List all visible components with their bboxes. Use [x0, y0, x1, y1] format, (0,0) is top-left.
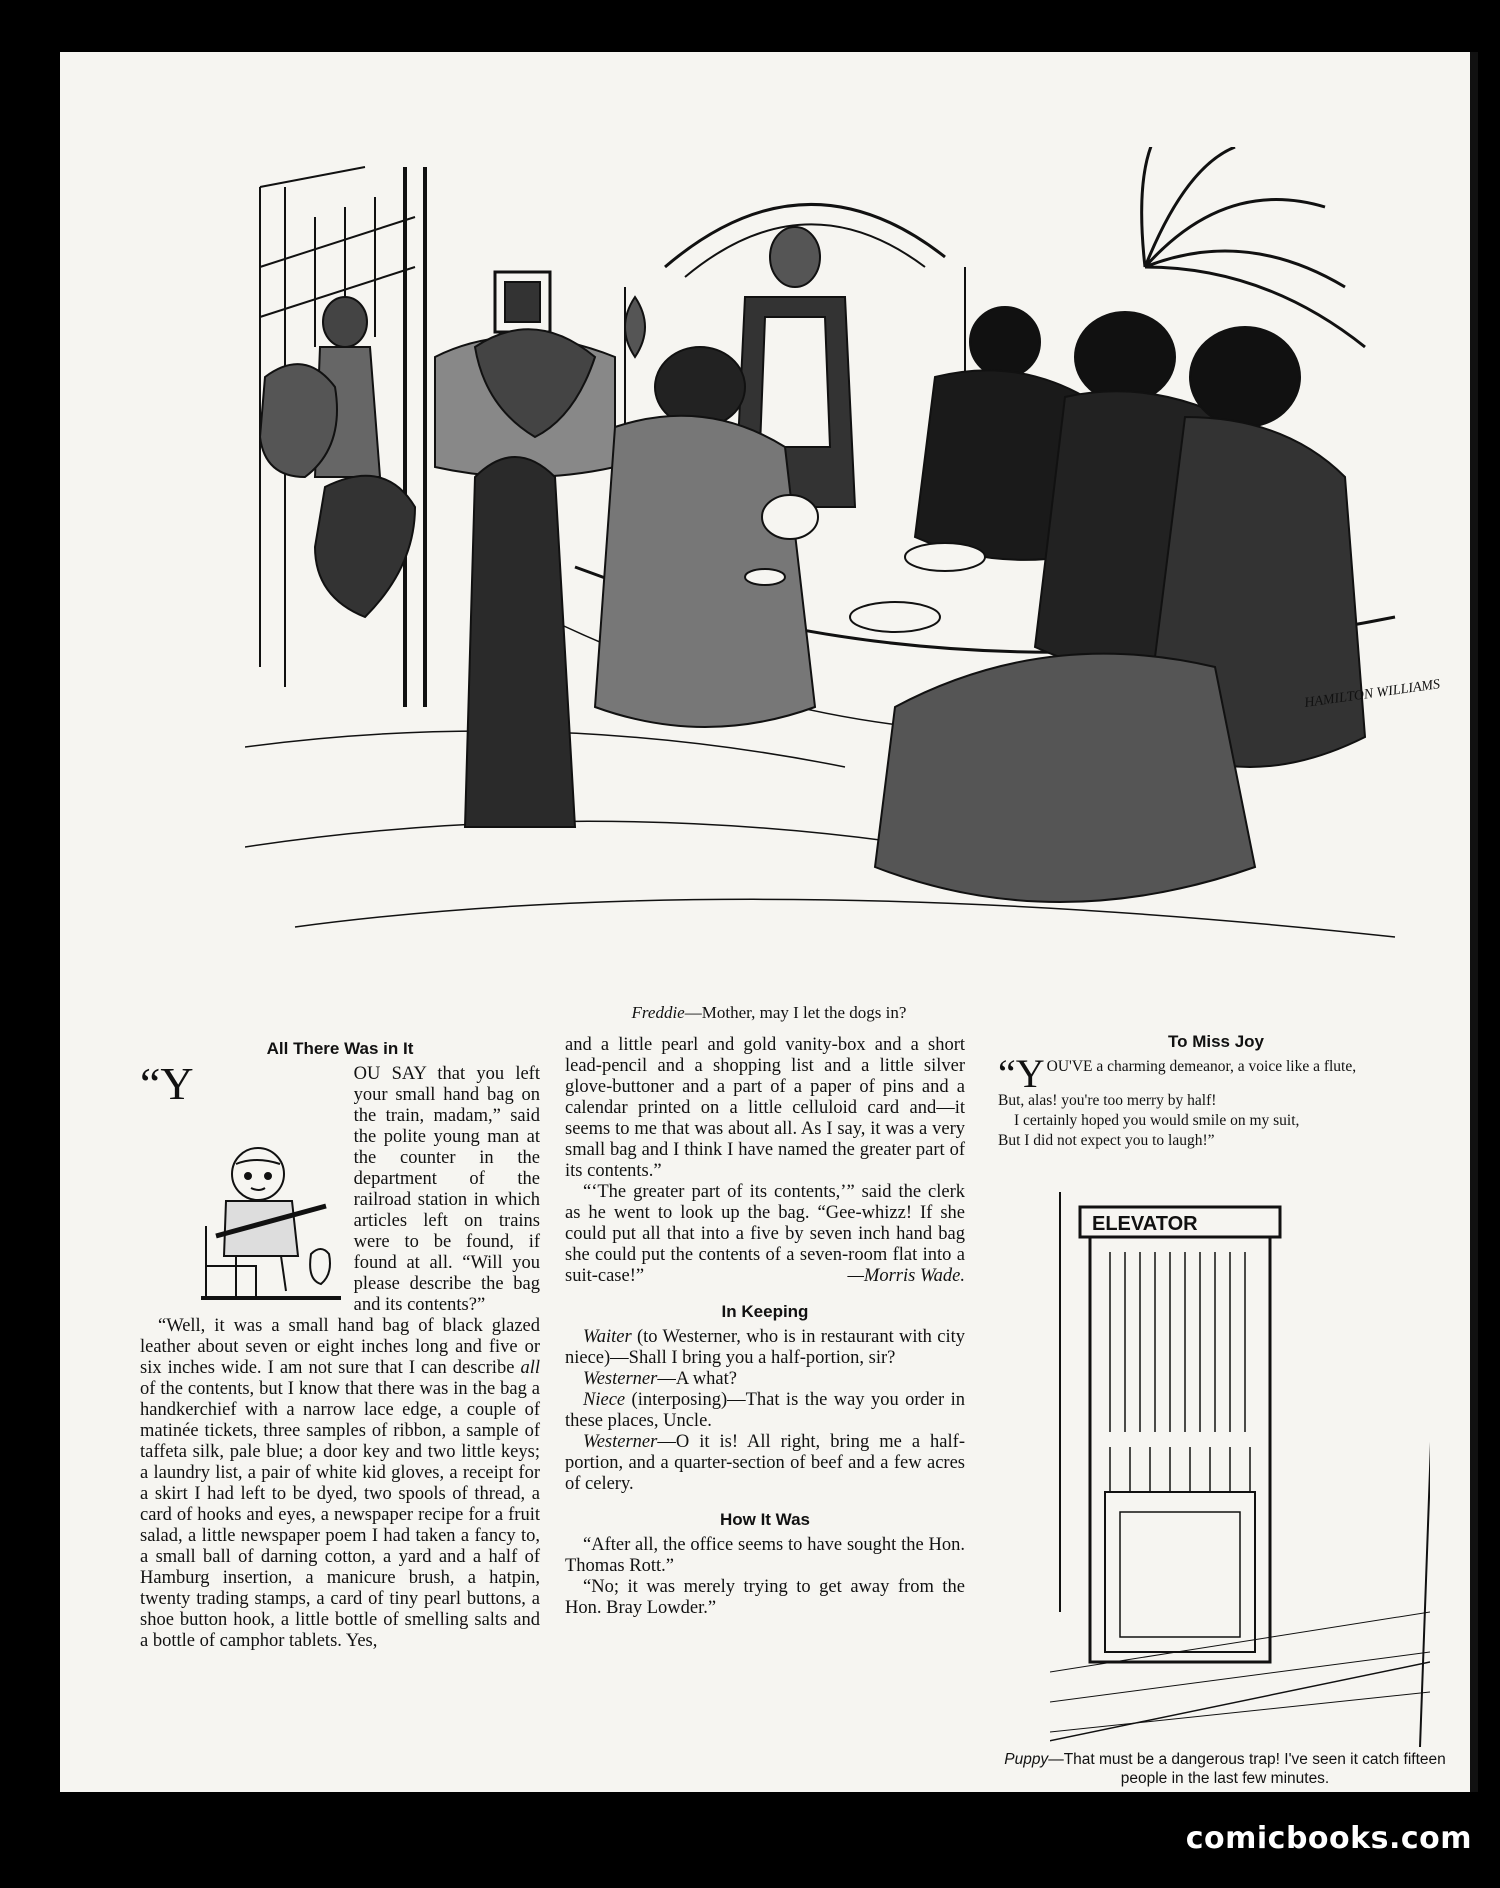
- poem-line-4: But I did not expect you to laugh!”: [998, 1132, 1215, 1149]
- story3-paragraph-2: “No; it was merely trying to get away from the Hon. Bray Lowder.”: [565, 1577, 965, 1618]
- poem-line-1: [998, 1051, 1434, 1096]
- story1-cont-paragraph-1: and a little pearl and gold vanity-box and a short lead-pencil and a shopping list and a little silver glove-buttoner and a part of a paper of pins and a calendar printed on a little celluloid card and—it seems to me that was about all. As I say, it was a very small bag and I think I have named the greater part of its contents.”: [565, 1035, 965, 1181]
- story2-l2-text: —A what?: [657, 1369, 737, 1389]
- main-caption-speaker: Freddie: [631, 1003, 685, 1022]
- story1-paragraph-1: [140, 1058, 540, 1316]
- column-2: [565, 1035, 965, 1619]
- poem-line-1-text: OU'VE a charming demeanor, a voice like a flute,: [1046, 1058, 1357, 1075]
- story3-title: How It Was: [719, 1510, 811, 1529]
- column-1: [140, 1038, 540, 1652]
- elevator-caption-text: —That must be a dangerous trap! I've seen it catch fifteen people in the last few minutes.: [1048, 1751, 1446, 1787]
- story1-p2-part-b: of the contents, but I know that there was in the bag a handkerchief with a narrow lace edge, a couple of matinée tickets, three samples of ribbon, a sample of taffeta silk, pale blue; a door key and two little keys; a laundry list, a pair of white kid gloves, a receipt for a skirt I had left to be dyed, two spools of thread, a card of hooks and eyes, a newspaper recipe for a fruit salad, a little newspaper poem I had taken a fancy to, a small ball of darning cotton, a yard and a half of Hamburg insertion, a manicure brush, a hatpin, twenty trading stamps, a card of tiny pearl buttons, a shoe button hook, a little bottle of smelling salts and a bottle of camphor tablets. Yes,: [140, 1379, 540, 1651]
- story2-l4-text: —O it is! All right, bring me a half-portion, and a quarter-section of beef and a few acres of celery.: [565, 1432, 965, 1494]
- story2-l1-text: (to Westerner, who is in restaurant with city niece)—Shall I bring you a half-portion, sir?: [565, 1327, 965, 1368]
- story2-l2-speaker: Westerner: [583, 1369, 658, 1389]
- main-caption-text: —Mother, may I let the dogs in?: [684, 1003, 907, 1022]
- story2-l3-speaker: Niece: [583, 1390, 626, 1410]
- story1-byline-text: —Morris Wade.: [847, 1266, 965, 1286]
- story1-p1-text: OU SAY that you left your small hand bag on the train, madam,” said the polite young man at the counter in the department of the railroad station in which articles left on trains were to be found, if found at all. “Will you please describe the bag and its contents?”: [353, 1064, 540, 1315]
- story2-l4-speaker: Westerner: [583, 1432, 658, 1452]
- story1-paragraph-2: [140, 1316, 540, 1652]
- story1-dropcap: “Y: [140, 1058, 194, 1109]
- story2-title: In Keeping: [721, 1302, 809, 1321]
- story2-line-3: [565, 1390, 965, 1432]
- story1-p2-emphasis: all: [520, 1358, 540, 1378]
- poem-line-2: But, alas! you're too merry by half!: [998, 1092, 1217, 1109]
- story2-l1-speaker: Waiter: [583, 1327, 632, 1347]
- story2-line-1: [565, 1327, 965, 1369]
- poem-title: To Miss Joy: [1167, 1032, 1265, 1051]
- magazine-page: [60, 52, 1478, 1792]
- main-caption: [60, 1003, 1478, 1023]
- story1-title: All There Was in It: [266, 1039, 414, 1058]
- elevator-sign: ELEVATOR: [1092, 1213, 1198, 1235]
- elevator-caption-speaker: Puppy: [1004, 1751, 1049, 1768]
- story1-cont-paragraph-2: “‘The greater part of its contents,’” said the clerk as he went to look up the bag. “Gee-whizz! If she could put all that into a five by seven inch hand bag she could put the contents of a seven-room flat into a suit-case!”: [565, 1182, 965, 1286]
- story2-line-4: [565, 1432, 965, 1495]
- desk-clerk-sketch: [196, 1126, 346, 1304]
- tea-party-illustration: [245, 147, 1455, 962]
- illustration-signature: HAMILTON WILLIAMS: [1303, 677, 1441, 711]
- elevator-cartoon: [1050, 1192, 1430, 1747]
- poem-line-3: I certainly hoped you would smile on my suit,: [1014, 1112, 1300, 1129]
- elevator-caption: [990, 1750, 1460, 1788]
- story2-l3-text: (interposing)—That is the way you order in these places, Uncle.: [565, 1390, 965, 1431]
- story2-line-2: [565, 1369, 965, 1390]
- column-3: [998, 1032, 1434, 1151]
- story1-p2-part-a: “Well, it was a small hand bag of black glazed leather about seven or eight inches long and five or six inches wide. I am not sure that I can describe: [140, 1316, 540, 1378]
- story3-paragraph-1: “After all, the office seems to have sought the Hon. Thomas Rott.”: [565, 1535, 965, 1576]
- site-watermark: comicbooks.com: [1185, 1821, 1472, 1856]
- page-gutter: [1470, 52, 1478, 1792]
- poem-dropcap: “Y: [998, 1051, 1045, 1096]
